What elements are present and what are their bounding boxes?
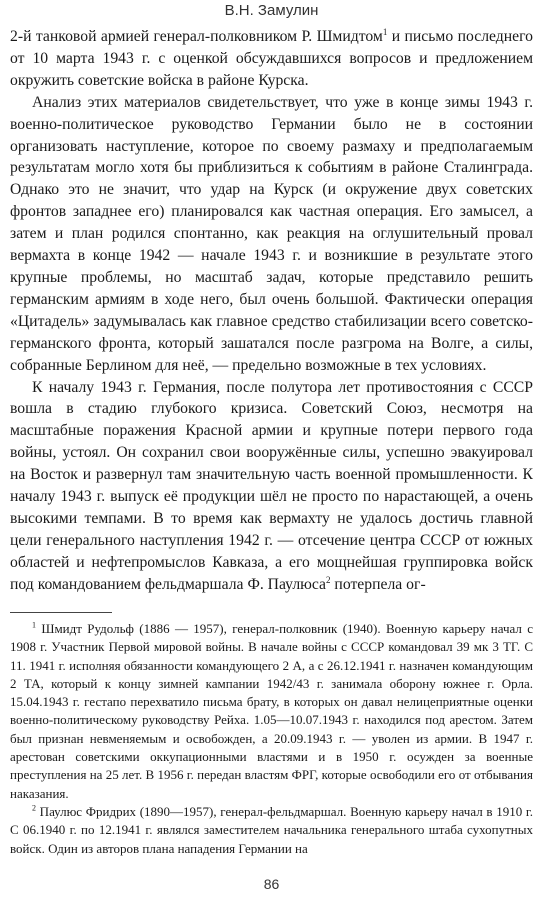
- paragraph-1-text-after: и письмо последнего от 10 марта 1943 г. с оценкой обсуждавшихся вопросов и предложением окружить советские войска в районе Курска.: [10, 28, 534, 89]
- footnote-2-text: Паулюс Фридрих (1890—1957), генерал-фельдмаршал. Военную карьеру начал в 1910 г. С 06.1940 г. по 12.1941 г. являлся заместителем начальника генерального штаба сухопутных войск. Один из авторов плана нападения Германии на: [10, 803, 533, 856]
- paragraph-1: [10, 26, 533, 92]
- paragraph-2: [10, 92, 533, 377]
- footnote-ref-2[interactable]: 2: [326, 574, 331, 585]
- page-number: 86: [263, 876, 280, 892]
- paragraph-3-text-before: К началу 1943 г. Германия, после полутора лет противостояния с СССР вошла в стадию глубокого кризиса. Советский Союз, несмотря на масштабные поражения Красной армии и крупные потери первого года войны, устоял. Он сохранил свои вооружённые силы, успешно эвакуировал на Восток и развернул там значительную часть военной промышленности. К началу 1943 г. выпуск её продукции шёл не просто по нарастающей, а очень высокими темпами. В то время как вермахту не удалось достичь главной цели генерального наступления 1942 г. — отсечение центра СССР от южных областей и нефтепромыслов Кавказа, а его мощнейшая группировка войск под командованием фельдмаршала Ф. Паулюса: [10, 378, 533, 593]
- footnote-2: [10, 803, 533, 858]
- paragraph-3-text-after: потерпела ог-: [330, 575, 426, 593]
- paragraph-3: [10, 377, 533, 596]
- running-head: В.Н. Замулин: [224, 2, 319, 19]
- footnote-1-mark: 1: [32, 620, 36, 630]
- footnote-1: [10, 620, 533, 803]
- paragraph-1-text-before: 2-й танковой армией генерал-полковником Р. Шмидтом: [10, 28, 383, 45]
- paragraph-2-text: Анализ этих материалов свидетельствует, что уже в конце зимы 1943 г. военно-политическое руководство Германии было не в состоянии организовать наступление, которое по своему размаху и предполагаемым результатам могло хотя бы приблизиться к событиям в районе Сталинграда. Однако это не значит, что удар на Курск (и окружение двух советских фронтов западнее его) планировался как частная операция. Его замысел, а затем и план родился спонтанно, как реакция на оглушительный провал вермахта в конце 1942 — начале 1943 г. и возникшие в результате этого крупные проблемы, но масштаб задач, которые представило решить германским армиям в ходе него, был очень большой. Фактически операция «Цитадель» задумывалась как главное средство стабилизации всего советско-германского фронта, который зашатался после разгрома на Волге, а силы, собранные Берлином для неё, — предельно возможные в тех условиях.: [10, 93, 533, 374]
- footnote-1-text: Шмидт Рудольф (1886 — 1957), генерал-полковник (1940). Военную карьеру начал с 1908 г. Участник Первой мировой войны. В начале войны с СССР командовал 39 мк 3 ТГ. С 11. 1941 г. исполняя обязанности командующего 2 А, а с 26.12.1941 г. назначен командующим 2 ТА, который к концу зимней кампании 1942/43 г. занимала оборону южнее г. Орла. 15.04.1943 г. гестапо перехватило письма брату, в которых он давал нелицеприятные оценки военно-политическому руководству Рейха. 1.05—10.07.1943 г. находился под арестом. Затем был признан невменяемым и освобожден, а 20.09.1943 г. — уволен из армии. В 1947 г. арестован советскими оккупационными властями и в 1950 г. осужден за военные преступления на 25 лет. В 1956 г. передан властям ФРГ, которые освободили его от отбывания наказания.: [10, 621, 533, 801]
- main-text: [10, 26, 533, 596]
- footnote-2-mark: 2: [32, 803, 36, 813]
- footnote-separator: [10, 612, 112, 613]
- footnote-ref-1[interactable]: 1: [382, 26, 388, 37]
- footnotes: [10, 620, 533, 858]
